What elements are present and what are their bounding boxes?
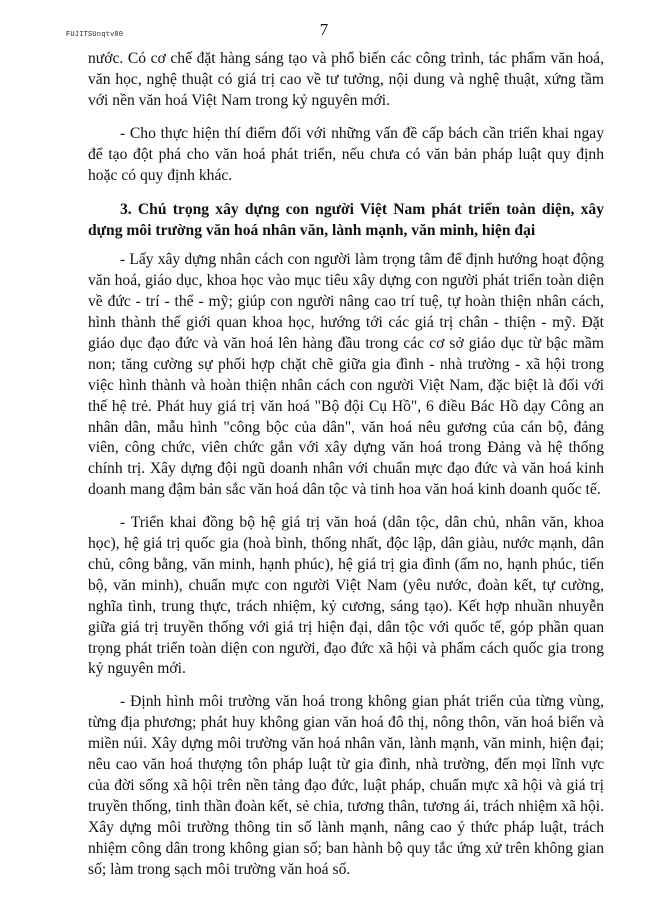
paragraph-pilot: - Cho thực hiện thí điểm đối với những vấn đề cấp bách cần triển khai ngay để tạo đột phá cho văn hoá phát triển, nếu chưa có văn bản pháp luật quy định hoặc có quy định khác.	[88, 124, 604, 184]
paragraph-values: - Triển khai đồng bộ hệ giá trị văn hoá (dân tộc, dân chủ, nhân văn, khoa học), hệ giá trị quốc gia (hoà bình, thống nhất, độc lập, dân giàu, nước mạnh, dân chủ, công bằng, văn minh, hạnh phúc), hệ giá trị gia đình (ấm no, hạnh phúc, tiến bộ, văn minh), chuẩn mực con người Việt Nam (yêu nước, đoàn kết, tự cường, nghĩa tình, trung thực, trách nhiệm, kỷ cương, sáng tạo). Kết hợp nhuần nhuyễn giữa giá trị truyền thống với giá trị hiện đại, dân tộc với quốc tế, góp phần quan trọng phát triển toàn diện con người, đạo đức xã hội và phẩm cách quốc gia trong kỷ nguyên mới.	[88, 514, 604, 678]
paragraph-environment: - Định hình môi trường văn hoá trong không gian phát triển của từng vùng, từng địa phương; phát huy không gian văn hoá đô thị, nông thôn, văn hoá biển và miền núi. Xây dựng môi trường văn hoá nhân văn, lành mạnh, văn minh, hiện đại; nêu cao văn hoá thượng tôn pháp luật từ gia đình, nhà trường, đến mọi lĩnh vực của đời sống xã hội trên nền tảng đạo đức, luật pháp, chuẩn mực xã hội và giá trị truyền thống, tinh thần đoàn kết, sẻ chia, tương thân, tương ái, trách nhiệm xã hội. Xây dựng môi trường thông tin số lành mạnh, nâng cao ý thức pháp luật, trách nhiệm công dân trong không gian số; ban hành bộ quy tắc ứng xử trên không gian số; làm trong sạch môi trường văn hoá số.	[88, 693, 604, 878]
section-heading: 3. Chú trọng xây dựng con người Việt Nam phát triển toàn diện, xây dựng môi trường văn hoá nhân văn, lành mạnh, văn minh, hiện đại	[88, 201, 604, 240]
paragraph-personality: - Lấy xây dựng nhân cách con người làm trọng tâm để định hướng hoạt động văn hoá, giáo dục, khoa học vào mục tiêu xây dựng con người phát triển toàn diện về đức - trí - thể - mỹ; giúp con người nâng cao trí tuệ, tự hoàn thiện nhân cách, hình thành thế giới quan khoa học, hướng tới các giá trị chân - thiện - mỹ. Đặt giáo dục đạo đức và văn hoá lên hàng đầu trong các cơ sở giáo dục từ bậc mầm non; tăng cường sự phối hợp chặt chẽ giữa gia đình - nhà trường - xã hội trong việc hình thành và hoàn thiện nhân cách con người Việt Nam, đặc biệt là đối với thế hệ trẻ. Phát huy giá trị văn hoá "Bộ đội Cụ Hồ", 6 điều Bác Hồ dạy Công an nhân dân, mẫu hình "công bộc của dân", văn hoá nêu gương của cán bộ, đảng viên, công chức, viên chức gắn với xây dựng văn hoá trong Đảng và hệ thống chính trị. Xây dựng đội ngũ doanh nhân với chuẩn mực đạo đức và văn hoá kinh doanh mang đậm bản sắc văn hoá dân tộc và tinh hoa văn hoá kinh doanh quốc tế.	[88, 251, 604, 499]
document-code: FUJITSUnqtv80	[66, 31, 124, 39]
document-body	[88, 49, 604, 881]
paragraph-continued: nước. Có cơ chế đặt hàng sáng tạo và phổ biến các công trình, tác phẩm văn hoá, văn học, nghệ thuật có giá trị cao về tư tưởng, nội dung và nghệ thuật, xứng tầm với nền văn hoá Việt Nam trong kỷ nguyên mới.	[88, 50, 604, 109]
page-number: 7	[319, 20, 329, 39]
